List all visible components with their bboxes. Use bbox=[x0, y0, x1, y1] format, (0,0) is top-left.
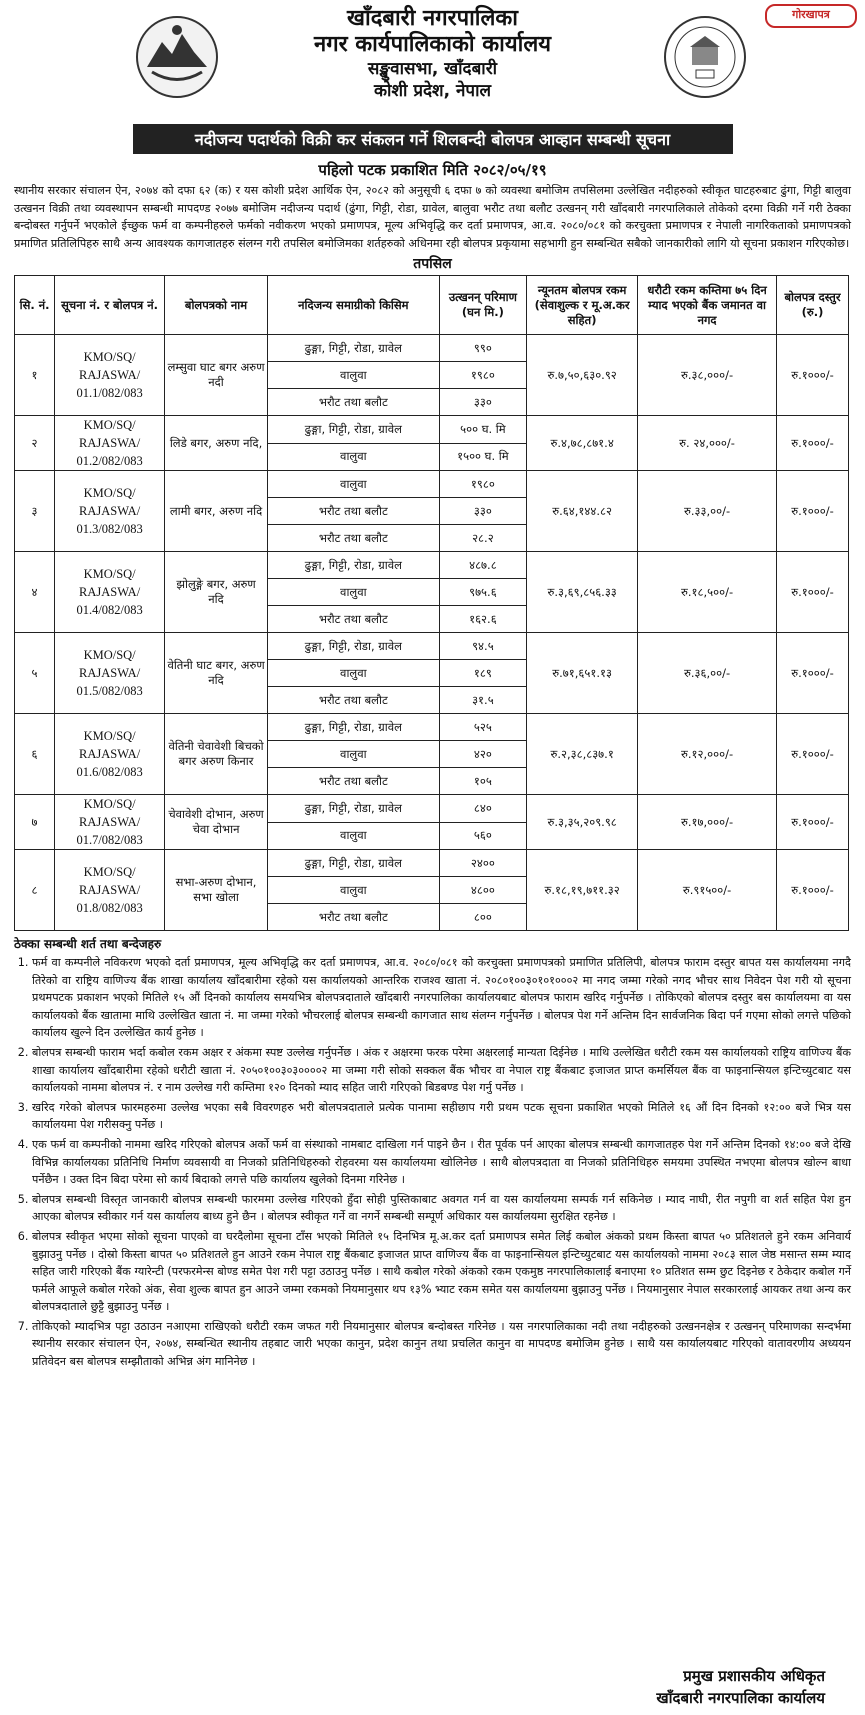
cell-quantity: १९८० bbox=[439, 362, 526, 389]
col-amount: न्यूनतम बोलपत्र रकम (सेवाशुल्क र मू.अ.कर सहित) bbox=[527, 276, 638, 335]
cell-quantity: ९९० bbox=[439, 335, 526, 362]
cell-deposit: रु.१२,०००/- bbox=[638, 714, 777, 795]
cell-material: वालुवा bbox=[267, 822, 439, 850]
nepal-emblem-icon bbox=[132, 12, 222, 102]
province-name: कोशी प्रदेश, नेपाल bbox=[374, 81, 491, 101]
cell-material: वालुवा bbox=[267, 741, 439, 768]
signatory-title: प्रमुख प्रशासकीय अधिकृत bbox=[683, 1667, 825, 1685]
cell-amount: रु.७,५०,६३०.९२ bbox=[527, 335, 638, 416]
municipality-name: खाँदबारी नगरपालिका bbox=[347, 6, 518, 31]
cell-sn: ४ bbox=[15, 552, 55, 633]
cell-material: ढुङ्गा, गिट्टी, रोडा, ग्रावेल bbox=[267, 633, 439, 660]
cell-fee: रु.१०००/- bbox=[776, 552, 848, 633]
cell-sn: ३ bbox=[15, 471, 55, 552]
col-sn: सि. नं. bbox=[15, 276, 55, 335]
cell-material: ढुङ्गा, गिट्टी, रोडा, ग्रावेल bbox=[267, 795, 439, 823]
cell-deposit: रु.९१५००/- bbox=[638, 850, 777, 931]
newspaper-badge: गोरखापत्र bbox=[765, 4, 857, 28]
cell-quantity: ३३० bbox=[439, 498, 526, 525]
office-address: सङ्खुवासभा, खाँदबारी bbox=[367, 59, 498, 79]
terms-heading: ठेक्का सम्बन्धी शर्त तथा बन्देजहरु bbox=[14, 937, 162, 951]
table-row bbox=[15, 714, 849, 741]
cell-quantity: ३१.५ bbox=[439, 687, 526, 714]
table-row bbox=[15, 471, 849, 498]
cell-fee: रु.१०००/- bbox=[776, 471, 848, 552]
letterhead bbox=[0, 0, 865, 120]
cell-fee: रु.१०००/- bbox=[776, 633, 848, 714]
cell-quantity: ९७५.६ bbox=[439, 579, 526, 606]
cell-amount: रु.१८,१९,७११.३२ bbox=[527, 850, 638, 931]
cell-material: भरौट तथा बलौट bbox=[267, 525, 439, 552]
col-deposit: धरौटी रकम कम्तिमा ७५ दिन म्याद भएको बैंक जमानत वा नगद bbox=[638, 276, 777, 335]
cell-quantity: १५०० घ. मि bbox=[439, 443, 526, 471]
cell-deposit: रु.३८,०००/- bbox=[638, 335, 777, 416]
cell-name: झोलुङ्गे बगर, अरुण नदि bbox=[165, 552, 268, 633]
cell-material: ढुङ्गा, गिट्टी, रोडा, ग्रावेल bbox=[267, 335, 439, 362]
cell-quantity: ८०० bbox=[439, 904, 526, 931]
cell-quantity: १९८० bbox=[439, 471, 526, 498]
cell-fee: रु.१०००/- bbox=[776, 416, 848, 471]
signature-block bbox=[656, 1665, 825, 1709]
cell-material: भरौट तथा बलौट bbox=[267, 498, 439, 525]
cell-fee: रु.१०००/- bbox=[776, 335, 848, 416]
cell-code: KMO/SQ/ RAJASWA/ 01.1/082/083 bbox=[55, 335, 165, 416]
cell-amount: रु.३,६९,८५६.३३ bbox=[527, 552, 638, 633]
cell-quantity: १८९ bbox=[439, 660, 526, 687]
office-name: नगर कार्यपालिकाको कार्यालय bbox=[314, 32, 551, 57]
cell-fee: रु.१०००/- bbox=[776, 714, 848, 795]
cell-quantity: ५६० bbox=[439, 822, 526, 850]
cell-material: वालुवा bbox=[267, 877, 439, 904]
cell-quantity: ४२० bbox=[439, 741, 526, 768]
cell-material: ढुङ्गा, गिट्टी, रोडा, ग्रावेल bbox=[267, 714, 439, 741]
cell-quantity: ५२५ bbox=[439, 714, 526, 741]
table-row bbox=[15, 795, 849, 823]
notice-title: नदीजन्य पदार्थको विक्री कर संकलन गर्ने शिलबन्दी बोलपत्र आव्हान सम्बन्धी सूचना bbox=[133, 124, 733, 154]
cell-material: भरौट तथा बलौट bbox=[267, 606, 439, 633]
cell-quantity: १६२.६ bbox=[439, 606, 526, 633]
cell-quantity: ८४० bbox=[439, 795, 526, 823]
cell-material: भरौट तथा बलौट bbox=[267, 904, 439, 931]
cell-amount: रु.३,३५,२०९.९८ bbox=[527, 795, 638, 850]
municipality-seal-icon bbox=[660, 12, 750, 102]
cell-material: ढुङ्गा, गिट्टी, रोडा, ग्रावेल bbox=[267, 416, 439, 444]
cell-name: सभा-अरुण दोभान, सभा खोला bbox=[165, 850, 268, 931]
cell-deposit: रु.१८,५००/- bbox=[638, 552, 777, 633]
signatory-office: खाँदबारी नगरपालिका कार्यालय bbox=[656, 1689, 825, 1707]
table-row bbox=[15, 335, 849, 362]
table-header-row bbox=[15, 276, 849, 335]
cell-material: ढुङ्गा, गिट्टी, रोडा, ग्रावेल bbox=[267, 850, 439, 877]
term-item: 7. तोकिएको म्यादभित्र पट्टा उठाउन नआएमा राखिएको धरौटी रकम जफत गरी नियमानुसार बोलपत्र बन्दोबस्त गरिनेछ । यस नगरपालिकाका नदी तथा नदीहरुको उत्खननक्षेत्र र उत्खनन् परिमाणका सन्दर्भमा स्थानीय सरकार संचालन ऐन, २०७४, सम्बन्धित स्थानीय तहबाट जारी भएका कानुन, प्रदेश कानुन तथा प्रचलित कानुन वा मापदण्ड बमोजिम हुनेछ । साथै यस कार्यालयबाट गरिएको वातावरणीय अध्ययन प्रतिवेदन बस बोलपत्र सम्झौताको अभिन्न अंग मानिनेछ । bbox=[32, 1318, 851, 1371]
table-row bbox=[15, 552, 849, 579]
cell-deposit: रु. २४,०००/- bbox=[638, 416, 777, 471]
term-item: 6. बोलपत्र स्वीकृत भएमा सोको सूचना पाएको वा घरदैलोमा सूचना टाँस भएको मितिले १५ दिनभित्र मू.अ.कर दर्ता प्रमाणपत्र समेत लिई कबोल अंकको प्रथम किस्ता बापत ५० प्रतिशतले हुने रकम अनिवार्य बुझाउनु पर्नेछ । दोस्रो किस्ता बापत ५० प्रतिशतले हुन आउने रकम नेपाल राष्ट्र बैंकबाट इजाजत प्राप्त वाणिज्य बैंक वा फाइनान्सियल इन्टिच्युटबाट यस कार्यालयको नाममा २०८३ साल जेष्ठ मसान्त सम्म म्याद सहित जारी गरिएको बैंक ग्यारेन्टी (परफरमेन्स बोण्ड समेत पेश गरी पट्टा उठाउनु पर्नेछ । साथै कबोल गरेको अंकको रकम एकमुष्ठ नगरपालिकालाई बनाएमा १० प्रतिशत सम्म छुट दिइनेछ र ठेकेदार कबोल गर्ने फर्मले आफूले कबोल गरेको अंक, सेवा शुल्क बापत हुन आउने जम्मा रकमको नियमानुसार थप १३% भ्याट रकम समेत यस कार्यालयमा बुझाउनु पर्नेछ । नियमानुसार नेपाल सरकारलाई आयकर तथा अन्य कर बोलपत्रदाताले छुट्टै बुझाउनु पर्नेछ । bbox=[32, 1228, 851, 1316]
cell-material: भरौट तथा बलौट bbox=[267, 389, 439, 416]
cell-fee: रु.१०००/- bbox=[776, 850, 848, 931]
cell-sn: ५ bbox=[15, 633, 55, 714]
cell-material: वालुवा bbox=[267, 471, 439, 498]
cell-sn: ६ bbox=[15, 714, 55, 795]
cell-name: लम्सुवा घाट बगर अरुण नदी bbox=[165, 335, 268, 416]
terms-list bbox=[14, 954, 851, 1371]
cell-quantity: ४८०० bbox=[439, 877, 526, 904]
cell-quantity: १०५ bbox=[439, 768, 526, 795]
cell-quantity: २८.२ bbox=[439, 525, 526, 552]
term-item: 3. खरिद गरेको बोलपत्र फारमहरुमा उल्लेख भएका सबै विवरणहरु भरी बोलपत्रदाताले प्रत्येक पानामा सहीछाप गरी प्रथम पटक सूचना प्रकाशित भएको मितिले १६ औं दिन दिनको १२:०० बजे भित्र यस कार्यालयमा पेश गरीसक्नु पर्नेछ । bbox=[32, 1099, 851, 1134]
table-row bbox=[15, 416, 849, 444]
cell-name: लामी बगर, अरुण नदि bbox=[165, 471, 268, 552]
cell-material: ढुङ्गा, गिट्टी, रोडा, ग्रावेल bbox=[267, 552, 439, 579]
table-row bbox=[15, 633, 849, 660]
cell-fee: रु.१०००/- bbox=[776, 795, 848, 850]
cell-material: वालुवा bbox=[267, 660, 439, 687]
term-item: 5. बोलपत्र सम्बन्धी विस्तृत जानकारी बोलपत्र सम्बन्धी फारममा उल्लेख गरिएको हुँदा सोही पुस्तिकाबाट अवगत गर्न वा यस कार्यालयमा सम्पर्क गर्न सकिनेछ । म्याद नाघी, रीत नपुगी वा शर्त सहित पेश हुन आएका बोलपत्र स्वीकार गर्न यस कार्यालय बाध्य हुने छैन । बोलपत्र स्वीकृत गर्ने वा नगर्ने सम्बन्धी सम्पूर्ण अधिकार यस कार्यालयमा सुरक्षित रहनेछ । bbox=[32, 1191, 851, 1226]
cell-sn: १ bbox=[15, 335, 55, 416]
col-name: बोलपत्रको नाम bbox=[165, 276, 268, 335]
cell-code: KMO/SQ/ RAJASWA/ 01.3/082/083 bbox=[55, 471, 165, 552]
cell-deposit: रु.३६,००/- bbox=[638, 633, 777, 714]
col-code: सूचना नं. र बोलपत्र नं. bbox=[55, 276, 165, 335]
col-quantity: उत्खनन् परिमाण (घन मि.) bbox=[439, 276, 526, 335]
cell-deposit: रु.१७,०००/- bbox=[638, 795, 777, 850]
cell-material: वालुवा bbox=[267, 443, 439, 471]
intro-paragraph: स्थानीय सरकार संचालन ऐन, २०७४ को दफा ६२ (क) र यस कोशी प्रदेश आर्थिक ऐन, २०८२ को अनुसूची ६ दफा ७ को व्यवस्था बमोजिम तपसिलमा उल्लेखित नदीहरुको स्वीकृत घाटहरुबाट ढुंगा, गिट्टी बालुवा उत्खनन विक्री तथा व्यवस्थापन सम्बन्धी मापदण्ड २०७७ बमोजिम नदीजन्य पदार्थ (ढुंगा, गिट्टी, रोडा, ग्रावेल, बालुवा भरौट तथा बलौट उत्खनन् गरी खाँदबारी नगरपालिकाले तोकेको दरमा विक्री गर्ने गरी ठेक्का बन्दोबस्त गर्नुपर्ने भएकोले ईच्छुक फर्म वा कम्पनीहरुले फर्मको नवीकरण भएको प्रमाणपत्र, मूल्य अभिवृद्धि कर दर्ता प्रमाणपत्र, आ.व. २०८०/०८१ को करचुक्ता प्रमाणपत्र र नेपाली नागरिकताको प्रमाणपत्रको प्रमाणित प्रतिलिपिहरु साथै अन्य आवश्यक कागजातहरु संलग्न गरी तपसिल बमोजिमका शर्तहरुको अधिनमा रही बोलपत्र प्रकृयामा सहभागी हुन सम्बन्धित सबैको जानकारीको लागि यो सूचना प्रकाशन गरिएकोछ। bbox=[14, 184, 851, 250]
cell-code: KMO/SQ/ RAJASWA/ 01.7/082/083 bbox=[55, 795, 165, 850]
cell-material: भरौट तथा बलौट bbox=[267, 768, 439, 795]
cell-quantity: ४८७.८ bbox=[439, 552, 526, 579]
cell-quantity: २४०० bbox=[439, 850, 526, 877]
term-item: 2. बोलपत्र सम्बन्धी फाराम भर्दा कबोल रकम अक्षर र अंकमा स्पष्ट उल्लेख गर्नुपर्नेछ । अंक र अक्षरमा फरक परेमा अक्षरलाई मान्यता दिईनेछ । माथि उल्लेखित धरौटी रकम यस कार्यालयको राष्ट्रिय वाणिज्य बैंक शाखा कार्यालय खाँदबारीमा रहेको धरौटी खाता नं. २०५०१००३०३००००२ मा जम्मा गरी सोको सक्कल बैंक भौचर वा नेपाल राष्ट्र बैंकबाट इजाजत प्राप्त कमर्सियल बैंक वा फाइनान्सियल इन्टिच्युटबाट यस कार्यालयको नाममा बोलपत्र नं. र नाम उल्लेख गरी कम्तिमा १२० दिनको म्याद सहित जारी गरिएको बिडबण्ड पेश गर्नु पर्नेछ । bbox=[32, 1044, 851, 1097]
cell-quantity: ५०० घ. मि bbox=[439, 416, 526, 444]
cell-amount: रु.२,३८,८३७.१ bbox=[527, 714, 638, 795]
cell-amount: रु.६४,१४४.८२ bbox=[527, 471, 638, 552]
schedule-heading: तपसिल bbox=[413, 256, 452, 272]
cell-quantity: ९४.५ bbox=[439, 633, 526, 660]
cell-code: KMO/SQ/ RAJASWA/ 01.4/082/083 bbox=[55, 552, 165, 633]
cell-code: KMO/SQ/ RAJASWA/ 01.5/082/083 bbox=[55, 633, 165, 714]
tender-table bbox=[14, 275, 849, 931]
cell-deposit: रु.३३,००/- bbox=[638, 471, 777, 552]
cell-sn: ८ bbox=[15, 850, 55, 931]
cell-quantity: ३३० bbox=[439, 389, 526, 416]
col-material: नदिजन्य समाग्रीको किसिम bbox=[267, 276, 439, 335]
cell-material: भरौट तथा बलौट bbox=[267, 687, 439, 714]
col-fee: बोलपत्र दस्तुर (रु.) bbox=[776, 276, 848, 335]
cell-sn: २ bbox=[15, 416, 55, 471]
cell-material: वालुवा bbox=[267, 362, 439, 389]
term-item: 4. एक फर्म वा कम्पनीको नाममा खरिद गरिएको बोलपत्र अर्को फर्म वा संस्थाको नामबाट दाखिला गर्न पाइने छैन । रीत पूर्वक पर्न आएका बोलपत्र सम्बन्धी कागजातहरु पेश गर्ने अन्तिम दिनको १४:०० बजे देखि विभिन्न कार्यालयका प्रतिनिधि निर्माण व्यवसायी वा निजको प्रतिनिधिहरुको रोहवरमा यस कार्यालयमा खोलिनेछ । साथै बोलपत्रदाता वा निजको प्रतिनिधिहरु समयमा उपस्थित नभएमा बोलपत्र खोल्न बाधा पर्नेछैन । उक्त दिन बिदा परेमा सो कार्य बिदाको लगत्ते पछि कार्यालय खुलेको दिनमा गरिनेछ । bbox=[32, 1136, 851, 1189]
publication-date: पहिलो पटक प्रकाशित मिति २०८२/०५/१९ bbox=[318, 161, 547, 179]
cell-amount: रु.७१,६५१.१३ bbox=[527, 633, 638, 714]
cell-code: KMO/SQ/ RAJASWA/ 01.2/082/083 bbox=[55, 416, 165, 471]
cell-name: वेतिनी चेवावेशी बिचको बगर अरुण किनार bbox=[165, 714, 268, 795]
table-row bbox=[15, 850, 849, 877]
term-item: 1. फर्म वा कम्पनीले नविकरण भएको दर्ता प्रमाणपत्र, मूल्य अभिवृद्धि कर दर्ता प्रमाणपत्र, आ.व. २०८०/०८१ को करचुक्ता प्रमाणपत्रको प्रमाणित प्रतिलिपी, बोलपत्र फाराम दस्तुर बापत यस कार्यालयमा नगदै तिरेको वा राष्ट्रिय वाणिज्य बैंक शाखा कार्यालय खाँदबारीमा रहेको यस कार्यालयको आन्तरिक राजश्व खाता नं. २०८०१००३०१०१०००२ मा नगद जम्मा गरेको नगद भौचर साथ निवेदन पेश गरी यो सूचना प्रथमपटक प्रकाशन भएको मितिले १५ औं दिनको कार्यालय समयभित्र बोलपत्रदाताले खाँदबारी नगरपालिका कार्यालयबाट बोलपत्र फाराम खरिद गर्नुपर्नेछ । तोकिएको बोलपत्र दस्तुर बस कार्यालयमा वा यस कार्यालयको बैंक खातामा माथि उल्लेखित खाता नं. मा जम्मा गरेको भौचरलाई बोलपत्र सम्बन्धी कागजात साथ संलग्न गर्नुपर्नेछ । बोलपत्र पेश गर्ने अन्तिम दिन सार्वजनिक बिदा पर्न गएमा सोको लगत्ते पछिको कार्यालय खुल्ने दिन उल्लेखित कार्य हुनेछ । bbox=[32, 954, 851, 1042]
cell-code: KMO/SQ/ RAJASWA/ 01.6/082/083 bbox=[55, 714, 165, 795]
cell-code: KMO/SQ/ RAJASWA/ 01.8/082/083 bbox=[55, 850, 165, 931]
cell-name: वेतिनी घाट बगर, अरुण नदि bbox=[165, 633, 268, 714]
cell-sn: ७ bbox=[15, 795, 55, 850]
cell-amount: रु.४,७८,८७१.४ bbox=[527, 416, 638, 471]
cell-name: लिडे बगर, अरुण नदि, bbox=[165, 416, 268, 471]
cell-material: वालुवा bbox=[267, 579, 439, 606]
cell-name: चेवावेशी दोभान, अरुण चेवा दोभान bbox=[165, 795, 268, 850]
